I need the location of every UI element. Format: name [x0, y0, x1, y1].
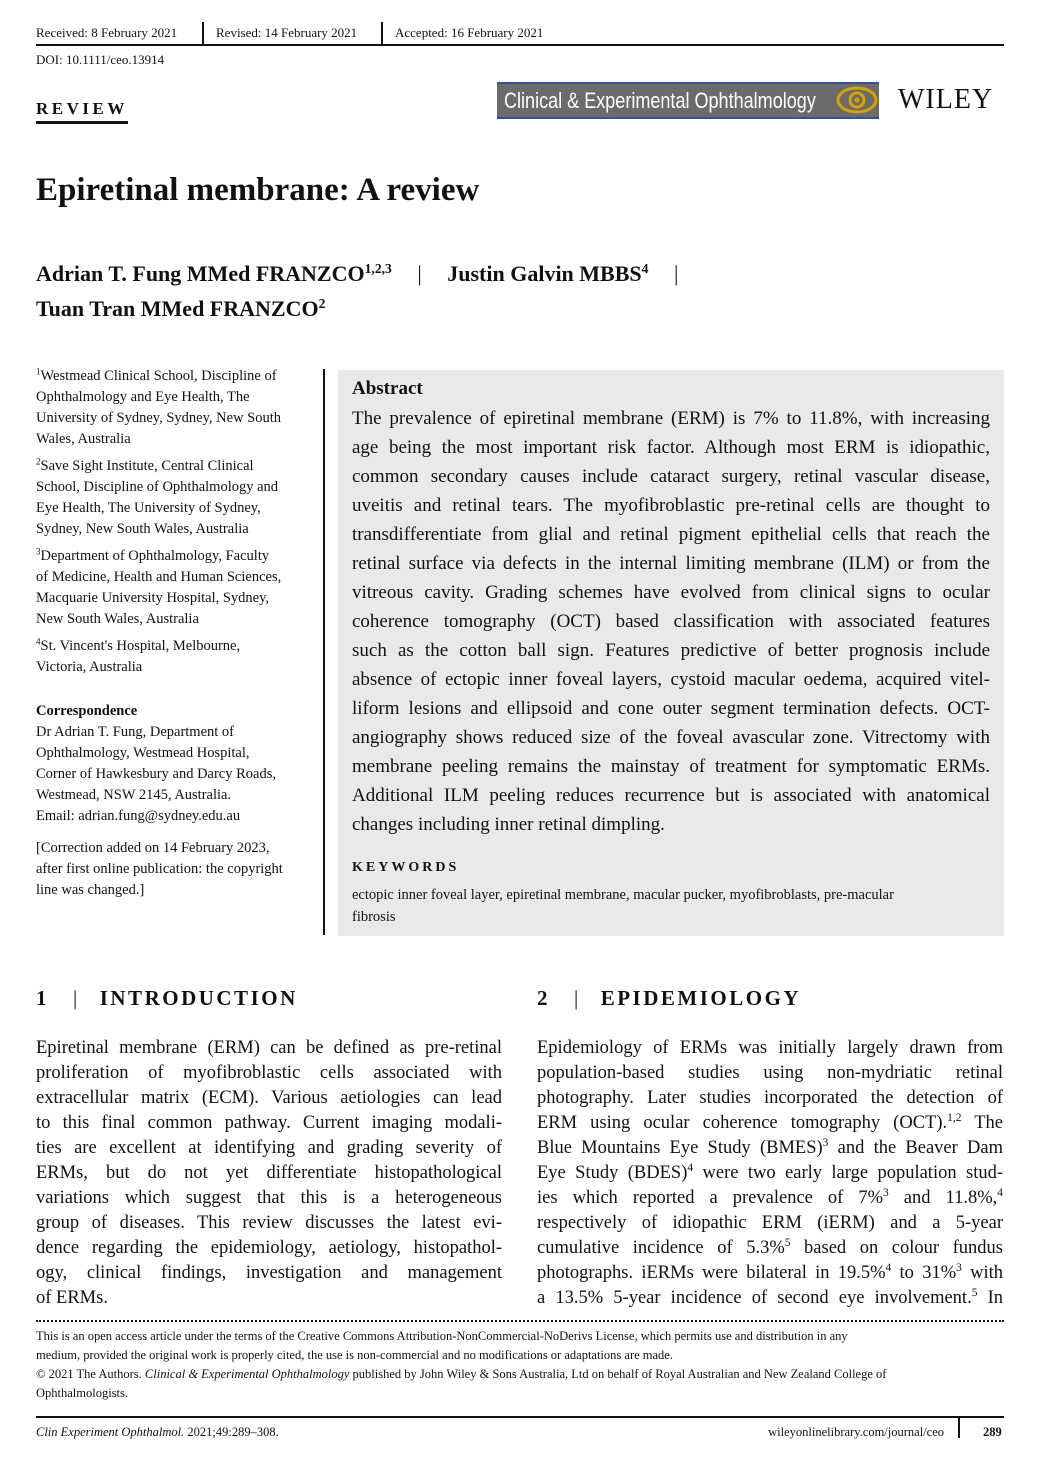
- text-line: variations which suggest that this is a heterogeneous: [36, 1188, 502, 1208]
- affiliation: $^4$St. Vincent's Hospital, Melbourne, Victoria, Australia: [36, 636, 241, 675]
- text-line: [Correction added on 14 February 2023,: [36, 840, 270, 856]
- author-affiliation-sup: 4: [641, 260, 649, 276]
- section-separator: |: [73, 986, 80, 1010]
- text-line: Westmead, NSW 2145, Australia.: [36, 787, 232, 803]
- author-name[interactable]: Tuan Tran MMed FRANZCO: [36, 296, 319, 321]
- author-separator: |: [417, 261, 422, 286]
- correspondence-heading: Correspondence: [36, 703, 138, 719]
- text-line: Blue Mountains Eye Study (BMES)$^3$ and the Beaver Dam: [537, 1137, 1003, 1158]
- text-line: ectopic inner foveal layer, epiretinal membrane, macular pucker, myofibroblasts, pre-macular: [352, 887, 894, 903]
- text-line: Epidemiology of ERMs was initially largely drawn from: [537, 1038, 1003, 1058]
- copyright-prefix: © 2021 The Authors.: [36, 1367, 142, 1381]
- text-line: coherence tomography (OCT) based classification with associated features: [352, 611, 990, 632]
- text-line: respectively of idiopathic ERM (iERM) and a 5-year: [537, 1213, 1003, 1233]
- text-line: ogy, clinical findings, investigation and management: [36, 1263, 502, 1283]
- author-affiliation-sup: 1,2,3: [364, 260, 392, 276]
- text-line: Ophthalmology, Westmead Hospital,: [36, 745, 250, 761]
- section-heading-introduction: [36, 986, 298, 1011]
- license-note: [36, 1327, 1004, 1403]
- text-line: Email: adrian.fung@sydney.edu.au: [36, 808, 241, 824]
- text-line: ties are excellent at identifying and grading severity of: [36, 1138, 502, 1158]
- keywords-heading: KEYWORDS: [352, 860, 460, 875]
- text-line: dence regarding the epidemiology, aetiology, histopathol-: [36, 1238, 502, 1258]
- text-line: Dr Adrian T. Fung, Department of: [36, 724, 234, 740]
- text-line: such as the cotton ball sign. Features predictive of better prognosis include: [352, 640, 990, 661]
- text-line: group of diseases. This review discusses the latest evi-: [36, 1213, 502, 1233]
- correspondence: [36, 701, 311, 901]
- footer-rule: [36, 1416, 1004, 1418]
- citation: [36, 1425, 279, 1440]
- text-line: line was changed.]: [36, 882, 145, 898]
- text-line: vitreous cavity. Grading schemes have evolved from clinical signs to ocular: [352, 582, 990, 603]
- text-line: The prevalence of epiretinal membrane (ERM) is 7% to 11.8%, with increasing: [352, 408, 990, 429]
- text-line: Eye Study (BDES)$^4$ were two early large population stud-: [537, 1162, 1003, 1183]
- author-affiliation-sup: 2: [318, 295, 326, 311]
- keywords: [352, 884, 972, 928]
- text-line: angiography shows reduced size of the foveal avascular zone. Vitrectomy with: [352, 727, 990, 748]
- text-line: medium, provided the original work is properly cited, the use is non-commercial and no modifications or adaptations are made.: [36, 1348, 673, 1362]
- text-line: fibrosis: [352, 909, 396, 925]
- text-line: photography. Later studies incorporated the detection of: [537, 1088, 1003, 1108]
- text-line: population-based studies using non-mydriatic retinal: [537, 1063, 1003, 1083]
- text-line: ERM using ocular coherence tomography (OCT).$^{1,2}$ The: [537, 1112, 1003, 1133]
- correspondence-text: [36, 722, 311, 827]
- affiliation: $^2$Save Sight Institute, Central Clinical School, Discipline of Ophthalmology and Eye Health, The University of Sydney, Sydney, New South Wales, Australia: [36, 456, 279, 537]
- author-list: [36, 256, 678, 326]
- section-heading-epidemiology: [537, 986, 801, 1011]
- text-line: liform lesions and ellipsoid and cone outer segment termination defects. OCT-: [352, 698, 990, 719]
- text-line: Epiretinal membrane (ERM) can be defined as pre-retinal: [36, 1038, 502, 1058]
- abstract-text: [352, 404, 990, 839]
- author-name[interactable]: Adrian T. Fung MMed FRANZCO: [36, 261, 365, 286]
- revised-date: Revised: 14 February 2021: [216, 25, 358, 40]
- footnote-rule: [36, 1320, 1004, 1322]
- section-number: 2: [537, 986, 550, 1010]
- column-divider: [323, 369, 325, 935]
- section-title: EPIDEMIOLOGY: [600, 986, 802, 1010]
- epidemiology-text: [537, 1036, 1003, 1311]
- divider: [202, 22, 204, 44]
- accepted-date: Accepted: 16 February 2021: [395, 25, 544, 40]
- text-line: age being the most important risk factor. Although most ERM is idiopathic,: [352, 437, 990, 458]
- section-separator: |: [574, 986, 581, 1010]
- text-line: ies which reported a prevalence of 7%$^3$ and 11.8%,$^4$: [537, 1187, 1003, 1208]
- text-line: transdifferentiate from glial and retinal pigment epithelial cells that reach the: [352, 524, 990, 545]
- introduction-text: [36, 1036, 502, 1311]
- journal-url[interactable]: wileyonlinelibrary.com/journal/ceo: [768, 1425, 944, 1439]
- text-line: of ERMs.: [36, 1288, 108, 1308]
- text-line: membrane peeling remains the mainstay of treatment for symptomatic ERMs.: [352, 756, 990, 777]
- text-line: ERMs, but do not yet differentiate histopathological: [36, 1163, 502, 1183]
- received-date: Received: 8 February 2021: [36, 25, 178, 40]
- text-line: retinal surface via defects in the internal limiting membrane (ILM) or from the: [352, 553, 990, 574]
- journal-logo-text: Clinical & Experimental Ophthalmology: [504, 87, 816, 113]
- copyright-text: published by John Wiley & Sons Australia, Ltd on behalf of Royal Australian and New Zealand College of: [352, 1367, 887, 1381]
- publisher-logo: WILEY: [898, 84, 994, 115]
- citation-volume: 2021;49:289–308.: [187, 1425, 279, 1439]
- divider: [958, 1418, 960, 1438]
- text-line: common secondary causes include cataract surgery, retinal vascular disease,: [352, 466, 990, 487]
- journal-logo: [497, 82, 879, 119]
- header-rule: [36, 44, 1004, 46]
- text-line: to this final common pathway. Current imaging modali-: [36, 1113, 502, 1133]
- divider: [381, 22, 383, 44]
- text-line: proliferation of myofibroblastic cells associated with: [36, 1063, 502, 1083]
- text-line: Additional ILM peeling reduces recurrence but is associated with anatomical: [352, 785, 990, 806]
- author-separator: |: [673, 261, 679, 286]
- copyright-journal: Clinical & Experimental Ophthalmology: [144, 1367, 350, 1381]
- citation-journal: Clin Experiment Ophthalmol.: [36, 1425, 185, 1439]
- copyright-text: Ophthalmologists.: [36, 1386, 129, 1400]
- doi[interactable]: DOI: 10.1111/ceo.13914: [36, 52, 165, 67]
- author-name[interactable]: Justin Galvin MBBS: [447, 261, 642, 286]
- affiliation: $^3$Department of Ophthalmology, Faculty of Medicine, Health and Human Sciences, Macquarie University Hospital, Sydney, New South Wales, Australia: [36, 546, 282, 627]
- article-type: REVIEW: [36, 99, 128, 124]
- eye-logo-icon: [835, 85, 879, 115]
- affiliation: $^1$Westmead Clinical School, Discipline of Ophthalmology and Eye Health, The University of Sydney, Sydney, New South Wales, Australia: [36, 366, 282, 447]
- text-line: a 13.5% 5-year incidence of second eye involvement.$^5$ In: [537, 1287, 1003, 1308]
- text-line: after first online publication: the copyright: [36, 861, 283, 877]
- text-line: photographs. iERMs were bilateral in 19.5%$^4$ to 31%$^3$ with: [537, 1262, 1003, 1283]
- affiliations: [36, 366, 311, 684]
- text-line: cumulative incidence of 5.3%$^5$ based on colour fundus: [537, 1237, 1003, 1258]
- text-line: absence of ectopic inner foveal layers, cystoid macular oedema, acquired vitel-: [352, 669, 990, 690]
- section-title: INTRODUCTION: [99, 986, 298, 1010]
- text-line: uveitis and retinal tears. The myofibroblastic pre-retinal cells are thought to: [352, 495, 990, 516]
- text-line: This is an open access article under the terms of the Creative Commons Attribution-NonCommercial-NoDerivs License, which permits use and distribution in any: [36, 1329, 848, 1343]
- page-number: 289: [983, 1425, 1002, 1439]
- article-title: Epiretinal membrane: A review: [36, 172, 480, 208]
- text-line: extracellular matrix (ECM). Various aetiologies can lead: [36, 1088, 502, 1108]
- correction-note: [36, 838, 316, 901]
- section-number: 1: [36, 986, 49, 1010]
- abstract-heading: Abstract: [352, 378, 423, 399]
- text-line: Corner of Hawkesbury and Darcy Roads,: [36, 766, 276, 782]
- text-line: changes including inner retinal dimpling.: [352, 814, 665, 835]
